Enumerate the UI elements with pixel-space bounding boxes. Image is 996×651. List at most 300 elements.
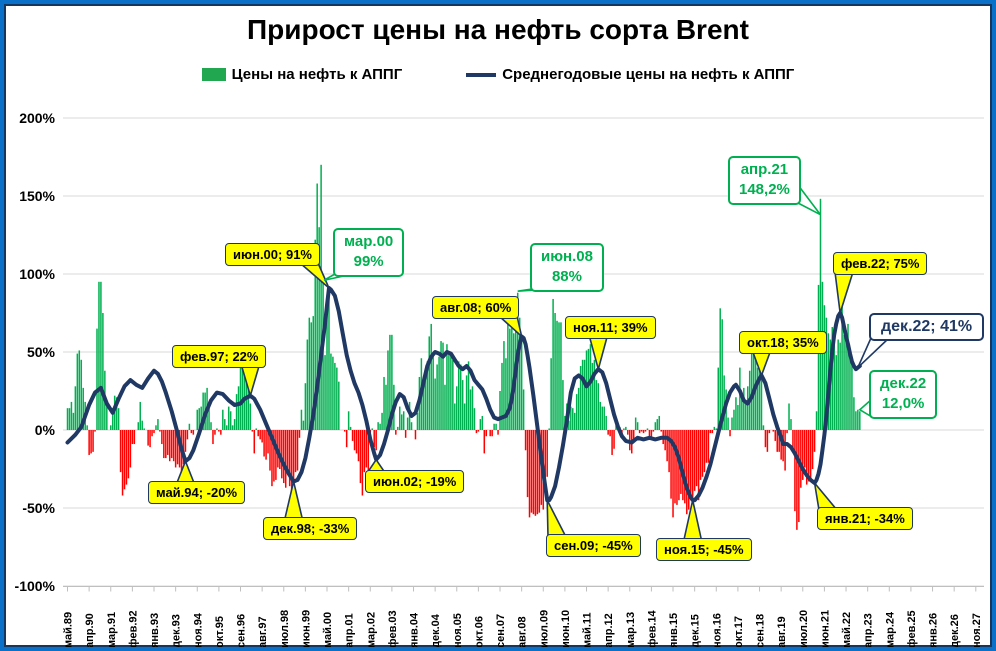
- callout-dec22-line-line1: дек.22; 41%: [881, 318, 973, 335]
- bar-month-141: [344, 430, 346, 432]
- bar-month-13: [92, 430, 94, 452]
- bar-month-218: [495, 424, 497, 430]
- y-tick-label: -50%: [22, 500, 55, 516]
- callout-dec22-line: [869, 313, 984, 341]
- x-tick-label: май.11: [581, 612, 594, 648]
- bar-month-259: [576, 394, 578, 430]
- x-tick-label: фев.03: [386, 610, 399, 648]
- bar-month-189: [438, 357, 440, 430]
- callout-jun08-line1: июн.08: [541, 248, 593, 265]
- x-tick-label: мар.91: [105, 611, 118, 648]
- bar-month-161: [383, 377, 385, 430]
- bar-month-380: [814, 430, 816, 452]
- bar-month-260: [578, 388, 580, 430]
- bar-month-195: [450, 354, 452, 430]
- bar-month-292: [641, 430, 643, 432]
- bar-month-0: [67, 408, 69, 430]
- bar-month-276: [609, 430, 611, 436]
- x-tick-label: окт.95: [213, 616, 226, 648]
- bar-month-187: [434, 379, 436, 430]
- bar-month-367: [788, 403, 790, 430]
- callout-feb97-line1: фев.97; 22%: [180, 349, 259, 364]
- bar-month-157: [375, 430, 377, 450]
- y-tick-label: 200%: [19, 110, 55, 126]
- bar-month-252: [562, 380, 564, 430]
- callout-nov11-line1: ноя.11; 39%: [573, 320, 648, 335]
- bar-month-175: [411, 422, 413, 430]
- callout-jan21: [817, 507, 913, 530]
- bar-month-203: [466, 375, 468, 430]
- callout-jun00: [225, 243, 320, 266]
- bar-month-351: [757, 368, 759, 430]
- bar-month-264: [586, 350, 588, 430]
- bar-month-366: [786, 430, 788, 433]
- legend: [0, 66, 996, 83]
- x-tick-label: апр.01: [343, 613, 356, 648]
- callout-jan21-line1: янв.21; -34%: [825, 511, 905, 526]
- bar-month-93: [250, 403, 252, 430]
- bar-month-142: [346, 430, 348, 447]
- bar-month-197: [454, 403, 456, 430]
- bar-month-78: [220, 430, 222, 435]
- bar-month-309: [674, 430, 676, 503]
- x-tick-label: апр.12: [603, 613, 616, 648]
- bar-month-382: [818, 285, 820, 430]
- bar-month-150: [362, 430, 364, 496]
- bar-month-217: [493, 424, 495, 430]
- bar-month-291: [639, 430, 641, 433]
- bar-month-98: [259, 430, 261, 439]
- bar-month-76: [216, 428, 218, 430]
- bar-month-18: [102, 313, 104, 430]
- bar-month-6: [79, 350, 81, 430]
- bar-month-284: [625, 427, 627, 430]
- bar-month-323: [702, 430, 704, 477]
- bar-month-36: [138, 422, 140, 430]
- bar-month-75: [214, 430, 216, 435]
- bar-month-91: [246, 380, 248, 430]
- x-tick-label: фев.92: [127, 610, 140, 648]
- bar-month-225: [509, 329, 511, 430]
- bar-month-106: [275, 430, 277, 480]
- x-tick-label: фев.25: [905, 610, 918, 648]
- x-tick-label: авг.08: [516, 616, 529, 648]
- legend-bar-label: Цены на нефть к АППГ: [231, 66, 403, 83]
- y-tick-label: 150%: [19, 188, 55, 204]
- bar-month-159: [379, 424, 381, 430]
- bar-month-275: [607, 430, 609, 435]
- bar-month-31: [128, 430, 130, 478]
- bar-month-117: [297, 430, 299, 471]
- bar-month-49: [163, 430, 165, 458]
- bar-month-294: [645, 430, 647, 432]
- bar-month-37: [139, 402, 141, 430]
- x-tick-label: янв.26: [927, 612, 940, 648]
- x-tick-label: ноя.27: [970, 613, 983, 648]
- bar-month-283: [623, 428, 625, 430]
- bar-month-62: [189, 424, 191, 430]
- x-tick-label: май.89: [62, 611, 75, 648]
- callout-oct18: [739, 331, 827, 354]
- bar-month-321: [698, 430, 700, 500]
- bar-month-26: [118, 408, 120, 430]
- bar-month-109: [281, 430, 283, 478]
- x-tick-label: фев.14: [646, 610, 659, 648]
- bar-month-248: [554, 313, 556, 430]
- bar-month-110: [283, 430, 285, 483]
- bar-month-50: [165, 430, 167, 458]
- callout-sep09: [546, 534, 641, 557]
- bar-month-173: [407, 418, 409, 430]
- bar-month-80: [224, 419, 226, 430]
- bar-month-208: [476, 430, 478, 433]
- callout-mar00-line2: 99%: [353, 253, 384, 271]
- bar-month-118: [299, 430, 301, 438]
- bar-month-232: [523, 389, 525, 430]
- bar-month-163: [387, 350, 389, 430]
- bar-month-74: [212, 430, 214, 444]
- bar-month-304: [664, 430, 666, 450]
- bar-month-48: [161, 430, 163, 444]
- bar-month-45: [155, 425, 157, 430]
- bar-month-302: [660, 430, 662, 432]
- bar-month-273: [603, 407, 605, 430]
- legend-item-line: [466, 66, 794, 83]
- x-tick-label: июл.98: [278, 609, 291, 648]
- bar-month-215: [489, 430, 491, 436]
- bar-month-206: [472, 386, 474, 430]
- bar-month-39: [143, 428, 145, 430]
- bar-month-199: [458, 361, 460, 430]
- bar-month-290: [637, 422, 639, 430]
- bar-month-213: [486, 430, 488, 436]
- bar-month-212: [484, 430, 486, 453]
- callout-jun08-line2: 88%: [551, 268, 582, 286]
- bar-month-233: [525, 430, 527, 450]
- bar-month-373: [800, 430, 802, 488]
- x-tick-label: май.00: [322, 611, 335, 648]
- legend-line-label: Среднегодовые цены на нефть к АППГ: [502, 66, 795, 83]
- bar-month-55: [175, 430, 177, 467]
- bar-month-317: [690, 430, 692, 500]
- x-tick-label: дек.04: [430, 614, 443, 648]
- bar-month-341: [737, 405, 739, 430]
- x-tick-label: мар.24: [884, 611, 897, 648]
- bar-month-201: [462, 380, 464, 430]
- bar-month-4: [75, 386, 77, 430]
- bar-month-43: [151, 430, 153, 436]
- bar-month-97: [257, 430, 259, 436]
- callout-may94-line1: май.94; -20%: [156, 485, 238, 500]
- legend-line-swatch-icon: [466, 73, 496, 77]
- callout-dec22-bar-line1: дек.22: [880, 375, 927, 392]
- bar-month-310: [676, 430, 678, 505]
- bar-month-119: [301, 410, 303, 430]
- callout-aug08: [432, 296, 519, 319]
- bar-month-146: [354, 430, 356, 450]
- bar-month-136: [334, 363, 336, 430]
- callout-dec22-bar-line2: 12,0%: [881, 395, 925, 413]
- callout-nov15: [656, 538, 752, 561]
- bar-month-245: [548, 428, 550, 430]
- bar-month-357: [769, 430, 771, 433]
- bar-month-402: [857, 410, 859, 430]
- bar-month-134: [330, 354, 332, 430]
- bar-month-30: [126, 430, 128, 485]
- bar-month-257: [572, 408, 574, 430]
- bar-month-306: [668, 430, 670, 472]
- bar-month-278: [613, 430, 615, 449]
- bar-month-83: [230, 411, 232, 430]
- bar-month-147: [356, 430, 358, 453]
- bar-month-305: [666, 430, 668, 461]
- callout-apr21-line2: 148,2%: [739, 181, 790, 199]
- bar-month-342: [739, 368, 741, 430]
- x-tick-label: июн.10: [559, 609, 572, 648]
- bar-month-381: [816, 411, 818, 430]
- bar-month-32: [130, 430, 132, 467]
- callout-may94: [148, 481, 245, 504]
- x-tick-label: сен.96: [235, 613, 248, 648]
- bar-month-219: [497, 430, 499, 435]
- bar-month-88: [240, 366, 242, 430]
- chart-title: Прирост цены на нефть сорта Brent: [247, 14, 749, 45]
- bar-month-120: [303, 421, 305, 430]
- callout-feb22-line1: фев.22; 75%: [841, 256, 920, 271]
- bar-month-328: [712, 430, 714, 433]
- bar-month-111: [285, 430, 287, 488]
- bar-month-84: [232, 425, 234, 430]
- bar-month-338: [731, 418, 733, 430]
- bar-month-188: [436, 364, 438, 430]
- bar-month-378: [810, 430, 812, 480]
- bar-month-270: [598, 383, 600, 430]
- bar-month-60: [185, 430, 187, 452]
- bar-month-186: [432, 352, 434, 430]
- bar-month-162: [385, 385, 387, 430]
- bar-month-379: [812, 430, 814, 469]
- bar-month-143: [348, 411, 350, 430]
- bar-month-2: [71, 402, 73, 430]
- bar-month-155: [371, 428, 373, 430]
- bar-month-15: [96, 329, 98, 430]
- bar-month-234: [527, 430, 529, 497]
- bar-month-33: [132, 430, 134, 444]
- bar-month-300: [657, 419, 659, 430]
- bar-month-324: [704, 430, 706, 472]
- callout-mar00: [333, 228, 404, 277]
- bar-month-198: [456, 386, 458, 430]
- x-tick-label: окт.06: [473, 616, 486, 648]
- y-tick-label: 0%: [34, 422, 55, 438]
- bar-month-330: [716, 428, 718, 430]
- bar-month-210: [480, 419, 482, 430]
- bar-month-121: [305, 383, 307, 430]
- bar-month-235: [529, 430, 531, 517]
- bar-month-101: [265, 430, 267, 460]
- bar-month-131: [324, 355, 326, 430]
- bar-month-251: [560, 322, 562, 430]
- bar-month-73: [210, 422, 212, 430]
- bar-month-265: [588, 349, 590, 430]
- x-tick-label: ноя.05: [451, 613, 464, 648]
- callout-apr21: [728, 156, 801, 205]
- bar-month-384: [822, 282, 824, 430]
- chart-inner-border: [4, 4, 992, 647]
- bar-month-82: [228, 407, 230, 430]
- legend-item-bars: [202, 66, 403, 83]
- bar-month-152: [366, 430, 368, 467]
- bar-month-3: [73, 413, 75, 430]
- bar-month-320: [696, 430, 698, 486]
- bar-month-63: [191, 430, 193, 433]
- bar-month-319: [694, 430, 696, 491]
- bar-month-285: [627, 430, 629, 435]
- bar-month-400: [853, 397, 855, 430]
- bar-month-301: [659, 416, 661, 430]
- callout-apr21-line1: апр.21: [740, 161, 789, 178]
- bar-month-16: [98, 282, 100, 430]
- bar-month-10: [86, 425, 88, 430]
- x-tick-label: ноя.94: [192, 613, 205, 648]
- callout-dec22-bar: [869, 370, 937, 419]
- bar-month-271: [600, 402, 602, 430]
- bar-month-368: [790, 419, 792, 430]
- bar-month-122: [307, 340, 309, 430]
- callout-dec98: [263, 517, 357, 540]
- bar-month-299: [655, 422, 657, 430]
- bar-month-269: [596, 380, 598, 430]
- bar-month-94: [252, 430, 254, 432]
- bar-month-226: [511, 325, 513, 430]
- bar-month-348: [751, 347, 753, 430]
- bar-month-192: [444, 385, 446, 430]
- bar-month-77: [218, 430, 220, 432]
- callout-jun02: [365, 470, 464, 493]
- bar-month-365: [784, 430, 786, 471]
- bar-month-47: [159, 430, 161, 432]
- bar-month-398: [849, 354, 851, 430]
- bar-month-289: [635, 418, 637, 430]
- x-tick-label: май.22: [841, 611, 854, 648]
- bar-month-354: [763, 425, 765, 430]
- bar-month-340: [735, 397, 737, 430]
- bar-month-205: [470, 389, 472, 430]
- x-tick-label: янв.93: [149, 612, 162, 648]
- x-tick-label: июл.20: [797, 609, 810, 648]
- bar-month-100: [263, 430, 265, 457]
- x-tick-label: янв.04: [408, 612, 421, 648]
- y-tick-label: 100%: [19, 266, 55, 282]
- bar-month-277: [611, 430, 613, 455]
- bar-month-53: [171, 430, 173, 458]
- bar-month-401: [855, 411, 857, 430]
- bar-month-238: [535, 430, 537, 516]
- bar-month-184: [428, 336, 430, 430]
- bar-month-167: [395, 430, 397, 435]
- bar-month-145: [352, 430, 354, 441]
- bar-month-359: [773, 430, 775, 432]
- bar-month-332: [719, 308, 721, 430]
- bar-month-1: [69, 408, 71, 430]
- bar-month-38: [141, 421, 143, 430]
- bar-month-95: [254, 430, 256, 453]
- bar-month-87: [238, 386, 240, 430]
- bar-month-52: [169, 430, 171, 461]
- bar-month-5: [77, 354, 79, 430]
- x-tick-label: сен.18: [754, 613, 767, 648]
- bar-month-7: [81, 360, 83, 430]
- bar-month-223: [505, 358, 507, 430]
- bar-month-81: [226, 425, 228, 430]
- bar-month-22: [110, 425, 112, 430]
- bar-month-193: [446, 344, 448, 430]
- bar-month-12: [90, 430, 92, 453]
- bar-month-371: [796, 430, 798, 530]
- bar-month-27: [120, 430, 122, 472]
- bar-month-133: [328, 294, 330, 430]
- bar-month-274: [605, 416, 607, 430]
- bar-month-129: [320, 165, 322, 430]
- bar-month-372: [798, 430, 800, 522]
- bar-month-246: [550, 358, 552, 430]
- x-tick-label: июн.99: [300, 609, 313, 648]
- callout-feb22: [833, 252, 927, 275]
- bar-month-207: [474, 408, 476, 430]
- callout-jun00-line1: июн.00; 91%: [233, 247, 312, 262]
- bar-month-148: [358, 430, 360, 461]
- bar-month-262: [582, 360, 584, 430]
- bar-month-296: [649, 430, 651, 436]
- bar-month-20: [106, 405, 108, 430]
- bar-month-250: [558, 322, 560, 430]
- bar-month-343: [741, 397, 743, 430]
- bar-month-200: [460, 364, 462, 430]
- bar-month-237: [533, 430, 535, 514]
- x-tick-label: авг.19: [776, 616, 789, 648]
- bar-month-61: [187, 430, 189, 439]
- bar-month-356: [767, 430, 769, 452]
- callout-mar00-line1: мар.00: [344, 233, 394, 250]
- bar-month-383: [820, 199, 822, 430]
- bar-month-108: [279, 430, 281, 469]
- bar-month-160: [381, 413, 383, 430]
- bar-month-138: [338, 382, 340, 430]
- x-tick-label: окт.17: [732, 616, 745, 648]
- bar-month-391: [835, 355, 837, 430]
- bar-month-314: [684, 430, 686, 503]
- bar-month-272: [602, 407, 604, 430]
- callout-jun02-line1: июн.02; -19%: [373, 474, 457, 489]
- bar-month-339: [733, 410, 735, 430]
- bar-month-258: [574, 413, 576, 430]
- bar-month-171: [403, 411, 405, 430]
- x-tick-label: янв.15: [668, 612, 681, 648]
- x-tick-label: дек.26: [949, 614, 962, 648]
- bar-month-64: [193, 430, 195, 435]
- x-tick-label: мар.02: [365, 611, 378, 648]
- bar-month-322: [700, 430, 702, 480]
- bar-month-325: [706, 430, 708, 463]
- bar-month-375: [804, 430, 806, 467]
- bar-month-99: [261, 430, 263, 442]
- bar-month-293: [643, 430, 645, 433]
- bar-month-169: [399, 407, 401, 430]
- bar-month-346: [747, 386, 749, 430]
- bar-month-42: [149, 430, 151, 447]
- bar-month-86: [236, 394, 238, 430]
- bar-month-249: [556, 321, 558, 430]
